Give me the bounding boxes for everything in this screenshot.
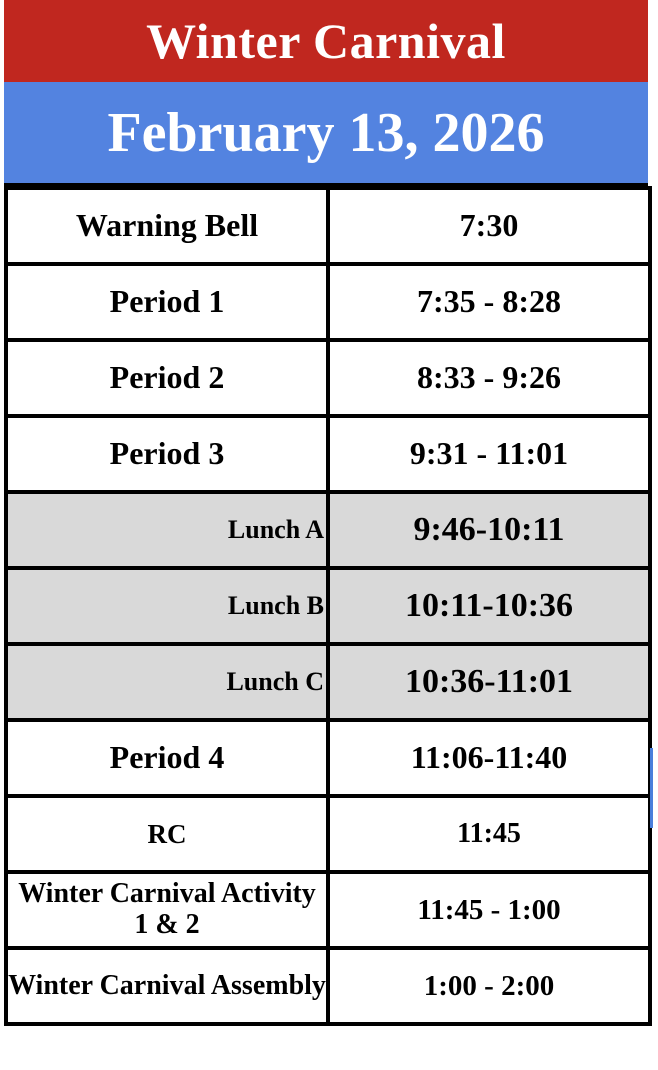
event-date: February 13, 2026 xyxy=(4,82,648,186)
row-time[interactable]: 9:31 - 11:01 xyxy=(328,416,650,492)
schedule-table xyxy=(4,186,652,1026)
table-row-carnival-activity xyxy=(6,872,650,948)
table-row-warning-bell xyxy=(6,188,650,264)
row-label[interactable]: Period 3 xyxy=(6,416,328,492)
table-row-lunch-a xyxy=(6,492,650,568)
row-label[interactable]: Lunch A xyxy=(6,492,328,568)
row-label[interactable]: Period 4 xyxy=(6,720,328,796)
row-time[interactable]: 11:45 - 1:00 xyxy=(328,872,650,948)
row-label[interactable]: Period 2 xyxy=(6,340,328,416)
row-time[interactable]: 9:46-10:11 xyxy=(328,492,650,568)
table-row-rc xyxy=(6,796,650,872)
row-label[interactable]: Warning Bell xyxy=(6,188,328,264)
table-row-period-3 xyxy=(6,416,650,492)
row-label[interactable]: Period 1 xyxy=(6,264,328,340)
row-time[interactable]: 10:11-10:36 xyxy=(328,568,650,644)
row-label[interactable]: RC xyxy=(6,796,328,872)
row-time[interactable]: 8:33 - 9:26 xyxy=(328,340,650,416)
page-title: Winter Carnival xyxy=(4,0,648,82)
row-time[interactable]: 11:45 xyxy=(328,796,650,872)
row-time[interactable]: 10:36-11:01 xyxy=(328,644,650,720)
table-row-period-1 xyxy=(6,264,650,340)
table-row-carnival-assembly xyxy=(6,948,650,1024)
row-time[interactable]: 11:06-11:40 xyxy=(328,720,650,796)
selection-edge-indicator xyxy=(650,748,653,828)
row-label[interactable]: Winter Carnival Activity 1 & 2 xyxy=(6,872,328,948)
row-time[interactable]: 7:35 - 8:28 xyxy=(328,264,650,340)
table-row-period-4 xyxy=(6,720,650,796)
row-time[interactable]: 7:30 xyxy=(328,188,650,264)
table-row-lunch-c xyxy=(6,644,650,720)
row-time[interactable]: 1:00 - 2:00 xyxy=(328,948,650,1024)
table-row-lunch-b xyxy=(6,568,650,644)
schedule-sheet xyxy=(4,0,648,1026)
row-label[interactable]: Winter Carnival Assembly xyxy=(6,948,328,1024)
table-row-period-2 xyxy=(6,340,650,416)
row-label[interactable]: Lunch C xyxy=(6,644,328,720)
row-label[interactable]: Lunch B xyxy=(6,568,328,644)
